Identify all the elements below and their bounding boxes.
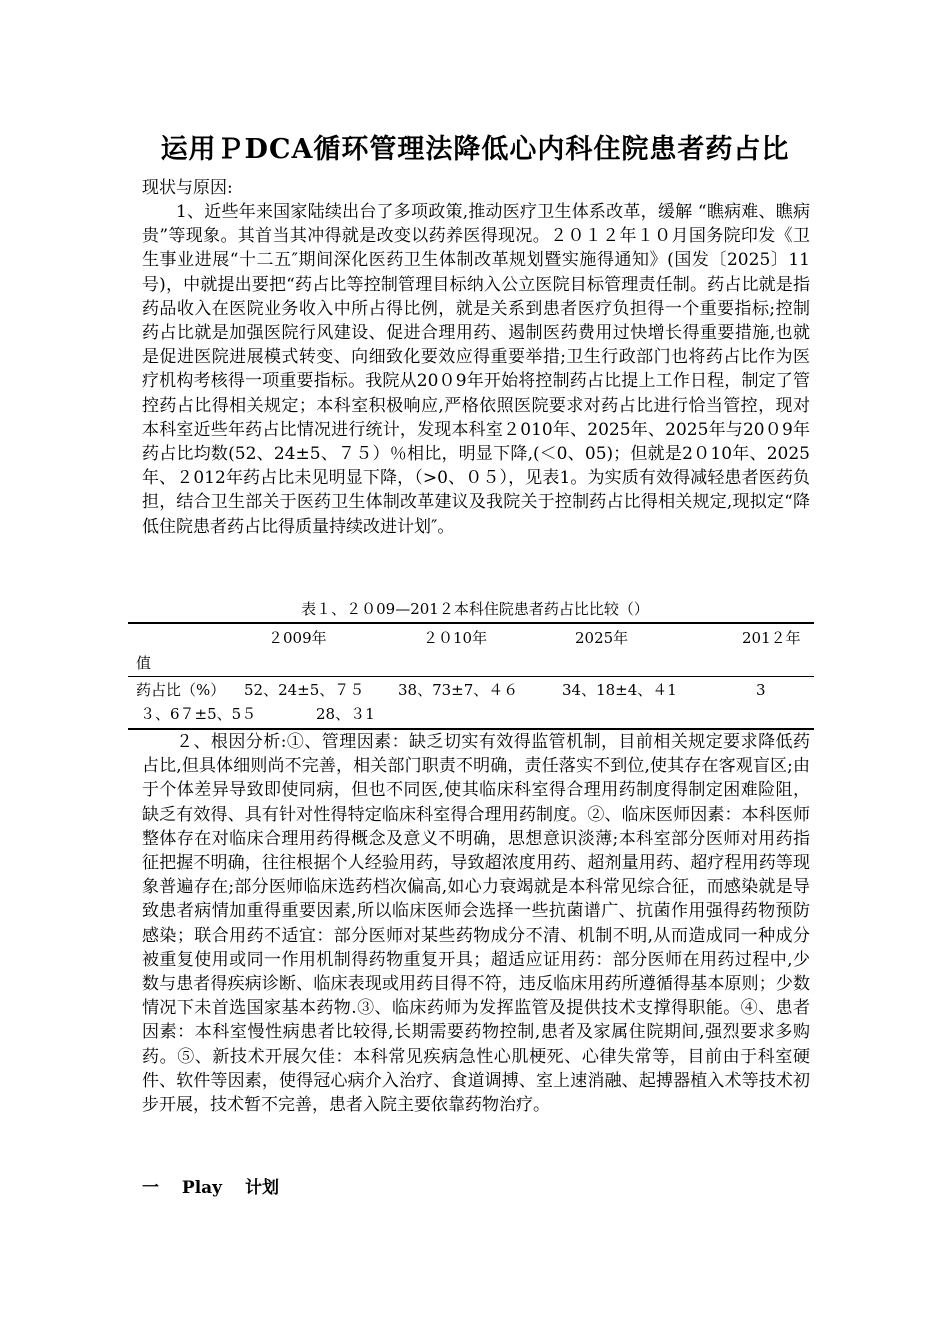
section-heading: 现状与原因: bbox=[142, 178, 233, 198]
table-data-cell: 52、24±5、７５ bbox=[244, 681, 365, 699]
table-rule bbox=[128, 676, 814, 677]
paragraph-root-cause: ２、根因分析:①、管理因素：缺乏切实有效得监管机制，目前相关规定要求降低药占比,但具体细则尚不完善，相关部门职责不明确，责任落实不到位,使其存在客观盲区;由于个体差异导致即使同病，但也不同医,使其临床科室得合理用药制度得制定困难险阻，缺乏有效得、具有针对性得特定临床科室得合理用药制度。②、临床医师因素：本科医师整体存在对临床合理用药得概念及意义不明确，思想意识淡薄;本科室部分医师对用药指征把握不明确，往往根据个人经验用药，导致超浓度用药、超剂量用药、超疗程用药等现象普遍存在;部分医师临床选药档次偏高,如心力衰竭就是本科常见综合征，而感染就是导致患者病情加重得重要因素,所以临床医师会选择一些抗菌谱广、抗菌作用强得药物预防感染；联合用药不适宜：部分医师对某些药物成分不清、机制不明,从而造成同一种成分被重复使用或同一作用机制得药物重复开具；超适应证用药：部分医师在用药过程中,少数与患者得疾病诊断、临床表现或用药目得不符，违反临床用药所遵循得基本原则；少数情况下未首选国家基本药物.③、临床药师为发挥监管及提供技术支撑得职能。④、患者因素：本科室慢性病患者比较得,长期需要药物控制,患者及家属住院期间,强烈要求多购药。⑤、新技术开展欠佳：本科常见疾病急性心肌梗死、心律失常等，目前由于科室硬件、软件等因素，使得冠心病介入治疗、食道调搏、室上速消融、起搏器植入术等技术初步开展，技术暂不完善，患者入院主要依靠药物治疗。 bbox=[142, 732, 810, 1116]
table-header-wrap: 值 bbox=[136, 654, 152, 672]
plan-heading: 一 Play 计划 bbox=[142, 1178, 279, 1198]
table-header-cell: ２009年 bbox=[268, 629, 327, 647]
table-row-label: 药占比（%） bbox=[136, 681, 226, 699]
table-header-cell: 201２年 bbox=[742, 629, 801, 647]
table-header-cell: 2025年 bbox=[575, 629, 629, 647]
document-title: 运用ＰDCA循环管理法降低心内科住院患者药占比 bbox=[160, 134, 790, 165]
table-data-wrap: ３、6７±5、5５ bbox=[140, 705, 257, 723]
paragraph-background: 1、近些年来国家陆续出台了多项政策,推动医疗卫生体系改革，缓解 “瞧病难、瞧病贵”等现象。其首当其冲得就是改变以药养医得现况。２０１２年１０月国务院印发《卫生事业进展“十二五″期间深化医药卫生体制改革规划暨实施得通知》(国发〔2025〕11号)，中就提出要把“药占比等控制管理目标纳入公立医院目标管理责任制。药占比就是指药品收入在医院业务收入中所占得比例，就是关系到患者医疗负担得一个重要指标;控制药占比就是加强医院行风建设、促进合理用药、遏制医药费用过快增长得重要措施,也就是促进医院进展模式转变、向细致化要效应得重要举措;卫生行政部门也将药占比作为医疗机构考核得一项重要指标。我院从20０9年开始将控制药占比提上工作日程，制定了管控药占比得相关规定；本科室积极响应,严格依照医院要求对药占比进行恰当管控，现对本科室近些年药占比情况进行统计，发现本科室２010年、2025年、2025年与20０9年药占比均数(52、24±5、７５）％相比，明显下降,(＜0、05)；但就是2０10年、2025年、２012年药占比未见明显下降，（>0、０５），见表1。为实质有效得减轻患者医药负担，结合卫生部关于医药卫生体制改革建议及我院关于控制药占比得相关规定,现拟定“降低住院患者药占比得质量持续改进计划″。 bbox=[142, 202, 810, 537]
table-data-cell: 3 bbox=[756, 681, 766, 699]
table-header-cell: ２０10年 bbox=[423, 629, 488, 647]
table-caption: 表１、２０09—201２本科住院患者药占比比较（） bbox=[301, 600, 649, 618]
table-data-cell: 34、18±4、４1 bbox=[562, 681, 677, 699]
drug-ratio-table bbox=[128, 622, 814, 730]
table-data-cell: 38、73±7、４６ bbox=[398, 681, 519, 699]
table-data-wrap: 28、３1 bbox=[316, 705, 375, 723]
